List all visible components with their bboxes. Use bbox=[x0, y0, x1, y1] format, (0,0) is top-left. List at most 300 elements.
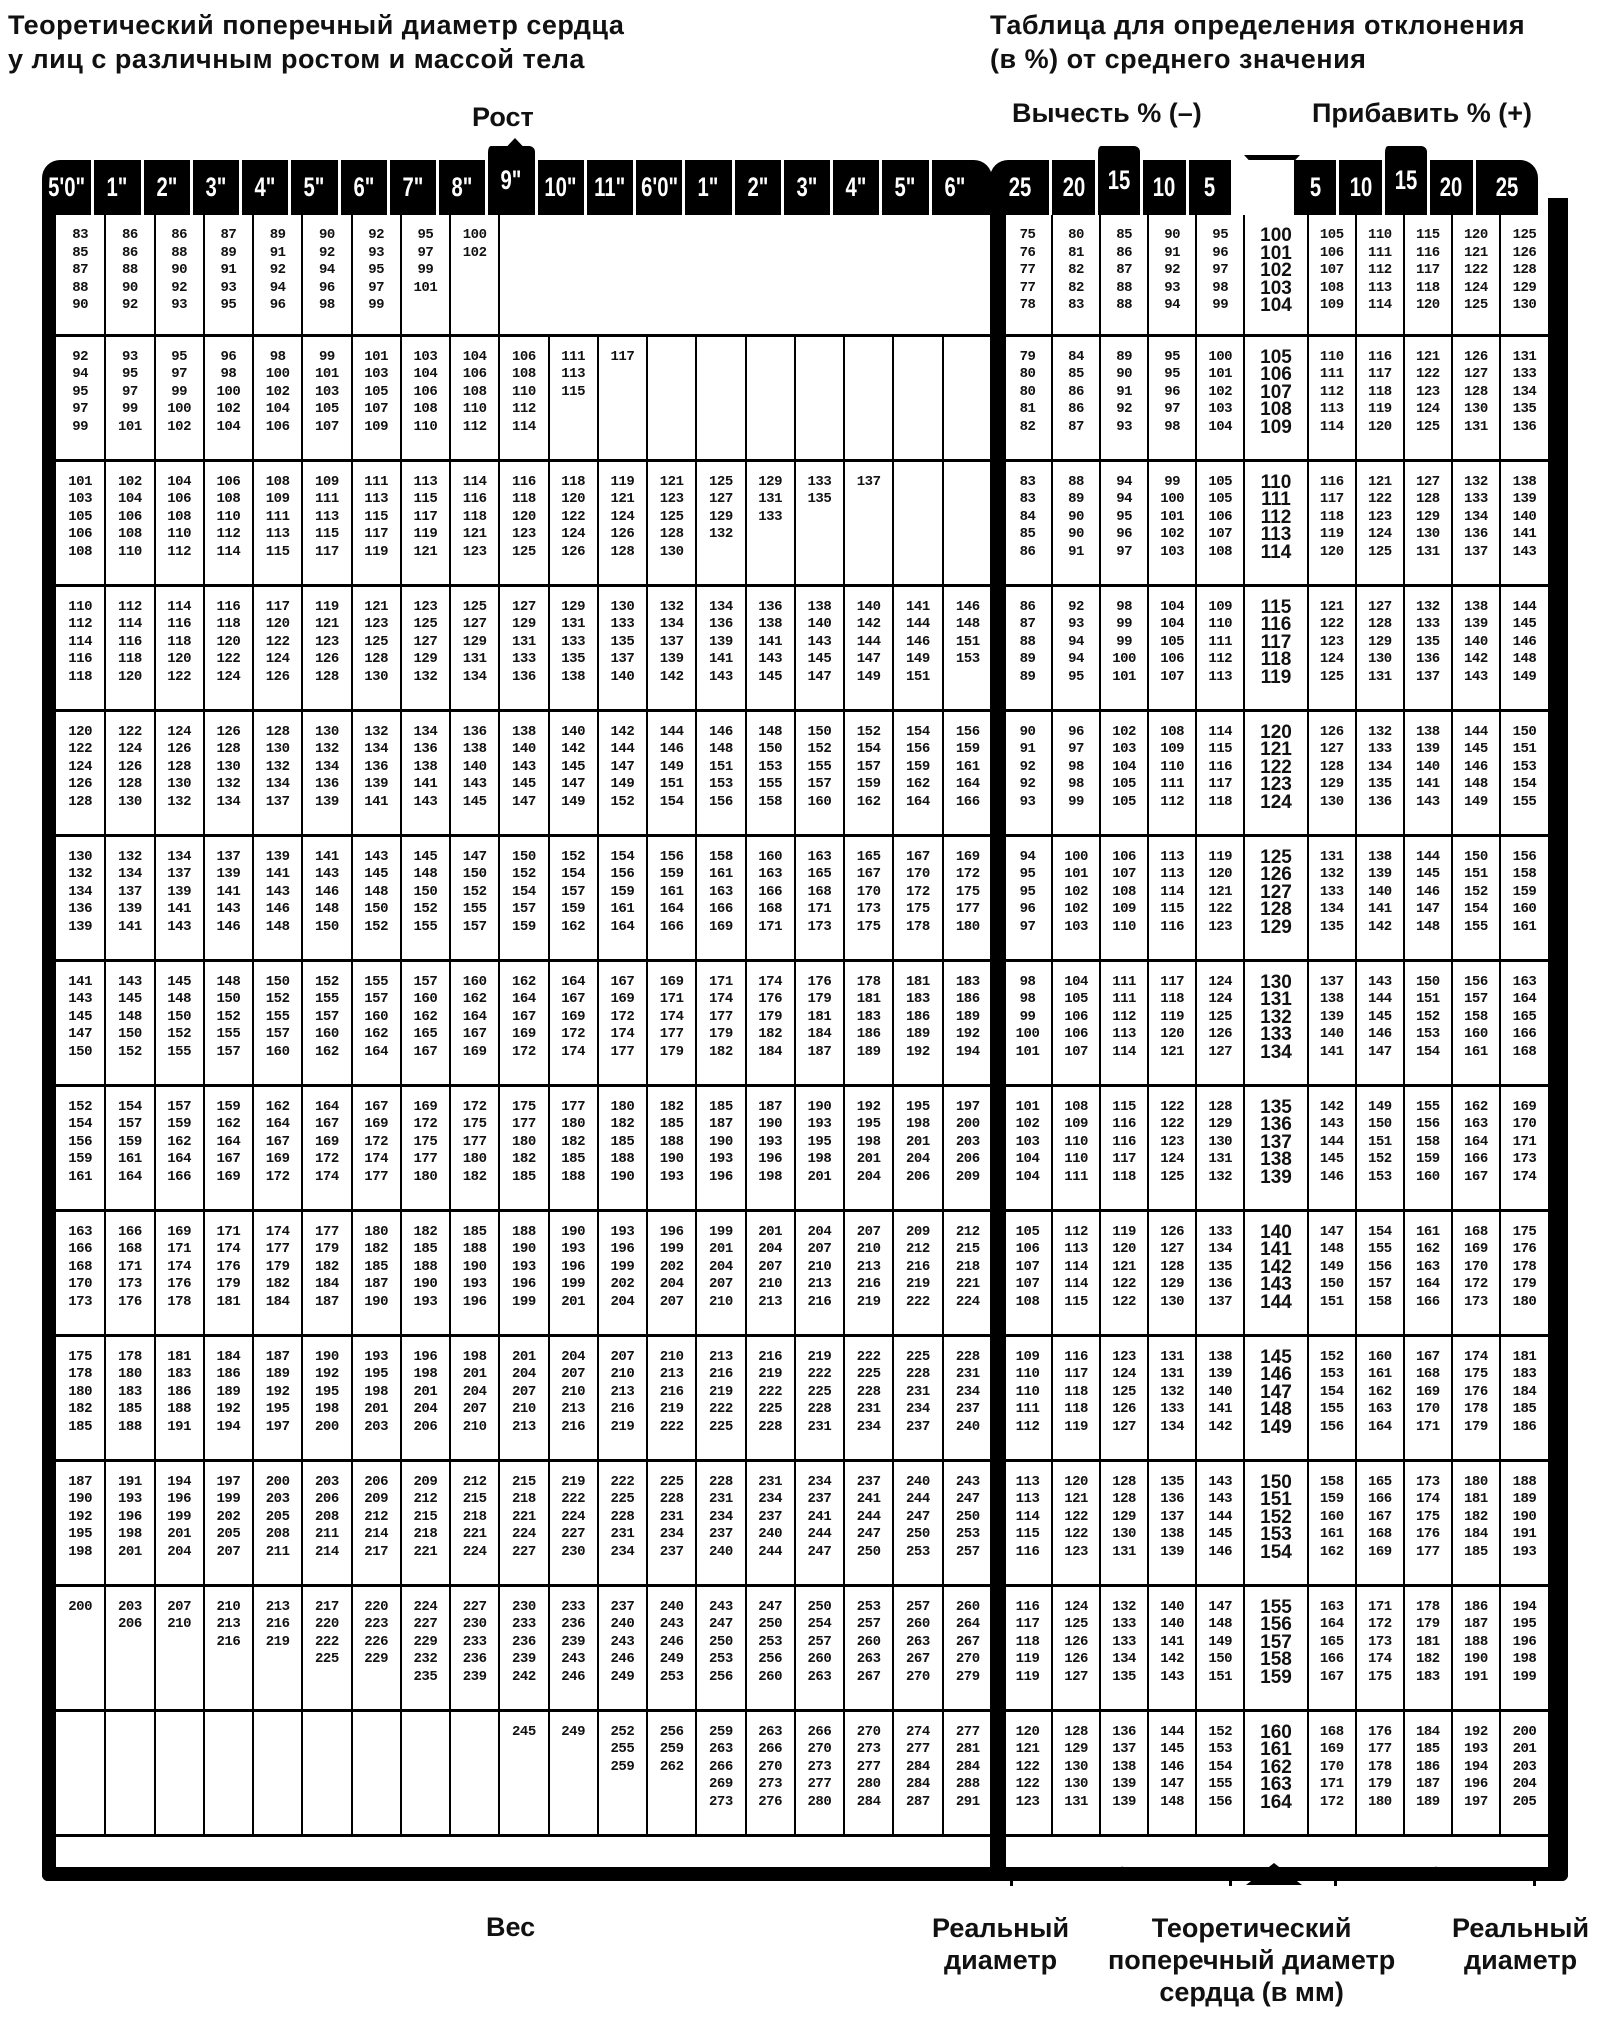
value: 90 bbox=[72, 297, 89, 313]
height-column-label: 5" bbox=[303, 172, 325, 202]
value: 194 bbox=[1512, 1598, 1537, 1615]
table-cell bbox=[204, 335, 253, 460]
value: 213 bbox=[807, 1276, 832, 1292]
value: 231 bbox=[807, 1418, 832, 1435]
value: 174 bbox=[758, 973, 782, 990]
table-cell bbox=[105, 1085, 154, 1210]
value: 182 bbox=[709, 1043, 733, 1060]
value: 166 bbox=[659, 918, 684, 935]
value: 197 bbox=[265, 1418, 290, 1435]
value: 129 bbox=[758, 473, 782, 490]
value: 263 bbox=[807, 1668, 832, 1685]
value: 190 bbox=[561, 1223, 585, 1240]
value: 203 bbox=[364, 1418, 388, 1435]
value: 125 bbox=[1367, 543, 1392, 560]
table-cell bbox=[352, 710, 401, 835]
value: 171 bbox=[1512, 1133, 1537, 1150]
value: 155 bbox=[758, 776, 782, 792]
value: 167 bbox=[1367, 1508, 1392, 1525]
value: 116 bbox=[1415, 244, 1440, 261]
table-cell bbox=[598, 835, 647, 960]
value: 108 bbox=[265, 473, 290, 490]
value: 99 bbox=[72, 418, 89, 435]
value: 150 bbox=[807, 723, 832, 740]
value: 143 bbox=[1260, 1274, 1292, 1295]
value: 170 bbox=[68, 1276, 92, 1292]
value: 141 bbox=[1160, 1633, 1185, 1650]
value: 99 bbox=[1212, 297, 1229, 313]
value: 102 bbox=[118, 473, 142, 490]
value: 260 bbox=[856, 1633, 881, 1650]
value: 120 bbox=[1415, 297, 1440, 313]
value: 155 bbox=[413, 918, 438, 935]
value: 152 bbox=[1260, 1506, 1292, 1528]
table-cell bbox=[1052, 1710, 1100, 1835]
value: 97 bbox=[1164, 401, 1181, 417]
value: 193 bbox=[462, 1276, 487, 1292]
table-cell bbox=[1500, 1085, 1548, 1210]
value: 174 bbox=[659, 1008, 684, 1025]
value: 145 bbox=[1208, 1526, 1233, 1542]
table-cell bbox=[1196, 710, 1244, 835]
table-cell bbox=[795, 1585, 844, 1710]
value: 169 bbox=[561, 1008, 585, 1025]
value: 150 bbox=[1415, 973, 1440, 990]
value: 112 bbox=[216, 526, 241, 542]
value: 121 bbox=[610, 491, 635, 507]
value: 228 bbox=[610, 1508, 635, 1525]
value: 133 bbox=[1208, 1223, 1233, 1240]
table-cell bbox=[155, 460, 204, 585]
value: 209 bbox=[906, 1223, 930, 1240]
value: 207 bbox=[807, 1241, 832, 1257]
value: 103 bbox=[1260, 277, 1292, 299]
value: 107 bbox=[315, 418, 339, 435]
value: 237 bbox=[610, 1598, 635, 1615]
table-cell bbox=[253, 585, 302, 710]
value: 192 bbox=[856, 1098, 881, 1115]
value: 134 bbox=[315, 758, 339, 775]
value: 89 bbox=[1019, 651, 1036, 667]
value: 198 bbox=[413, 1366, 438, 1382]
value: 150 bbox=[1208, 1651, 1233, 1667]
value: 181 bbox=[1512, 1348, 1537, 1365]
value: 108 bbox=[1208, 543, 1233, 560]
value: 146 bbox=[1260, 1364, 1292, 1385]
value: 124 bbox=[1064, 1598, 1088, 1615]
value: 178 bbox=[68, 1366, 92, 1382]
value: 277 bbox=[955, 1723, 980, 1740]
value: 192 bbox=[68, 1508, 92, 1525]
value: 139 bbox=[68, 918, 92, 935]
table-cell bbox=[204, 1710, 253, 1835]
value: 186 bbox=[1464, 1598, 1488, 1615]
value: 131 bbox=[1160, 1366, 1185, 1382]
value: 126 bbox=[1260, 864, 1292, 885]
value: 108 bbox=[1260, 399, 1292, 420]
value: 190 bbox=[659, 1151, 684, 1167]
value: 132 bbox=[1415, 598, 1440, 615]
value: 199 bbox=[561, 1276, 585, 1292]
value: 144 bbox=[1319, 1133, 1344, 1150]
value: 104 bbox=[1015, 1151, 1040, 1167]
value: 167 bbox=[512, 1008, 536, 1025]
value: 188 bbox=[118, 1418, 142, 1435]
value: 126 bbox=[1064, 1633, 1088, 1650]
value: 131 bbox=[1367, 668, 1392, 685]
value: 108 bbox=[1064, 1098, 1088, 1115]
table-cell bbox=[844, 1210, 893, 1335]
value: 110 bbox=[1112, 918, 1136, 935]
table-cell bbox=[746, 1710, 795, 1835]
value: 137 bbox=[1112, 1741, 1136, 1757]
value: 151 bbox=[955, 633, 980, 650]
value: 118 bbox=[1064, 1401, 1088, 1417]
value: 106 bbox=[1260, 364, 1292, 385]
value: 213 bbox=[216, 1616, 241, 1632]
value: 148 bbox=[1319, 1241, 1344, 1257]
table-cell bbox=[1052, 1335, 1100, 1460]
table-cell bbox=[746, 460, 795, 585]
table-cell bbox=[204, 710, 253, 835]
value: 125 bbox=[709, 473, 733, 490]
value: 201 bbox=[413, 1383, 438, 1400]
table-cell bbox=[155, 1460, 204, 1585]
value: 172 bbox=[1464, 1276, 1488, 1292]
value: 129 bbox=[1260, 916, 1292, 938]
value: 92 bbox=[72, 348, 89, 365]
value: 227 bbox=[462, 1598, 487, 1615]
table-cell bbox=[844, 1085, 893, 1210]
value: 162 bbox=[462, 991, 487, 1007]
table-cell bbox=[56, 1085, 105, 1210]
value: 111 bbox=[1319, 366, 1344, 382]
value: 101 bbox=[1160, 508, 1185, 525]
value: 130 bbox=[659, 543, 684, 560]
value: 235 bbox=[413, 1668, 438, 1685]
table-cell bbox=[1052, 460, 1100, 585]
table-cell bbox=[943, 1085, 993, 1210]
value: 87 bbox=[1116, 262, 1133, 278]
value: 143 bbox=[807, 633, 832, 650]
value: 186 bbox=[906, 1008, 930, 1025]
height-column-label: 1" bbox=[697, 172, 719, 202]
table-cell bbox=[696, 710, 745, 835]
value: 190 bbox=[758, 1116, 782, 1132]
value: 136 bbox=[1415, 651, 1440, 667]
table-cell bbox=[1100, 1335, 1148, 1460]
value: 81 bbox=[1019, 401, 1036, 417]
value: 132 bbox=[659, 598, 684, 615]
value: 163 bbox=[1367, 1401, 1392, 1417]
value: 127 bbox=[1112, 1418, 1136, 1435]
value: 128 bbox=[1112, 1473, 1136, 1490]
value: 164 bbox=[216, 1133, 241, 1150]
table-cell bbox=[795, 1335, 844, 1460]
value: 174 bbox=[561, 1043, 585, 1060]
value: 246 bbox=[610, 1651, 635, 1667]
value: 125 bbox=[413, 616, 438, 632]
value: 189 bbox=[856, 1043, 881, 1060]
value: 90 bbox=[171, 262, 188, 278]
value: 138 bbox=[1112, 1758, 1136, 1775]
value: 154 bbox=[856, 741, 881, 757]
value: 205 bbox=[1512, 1793, 1537, 1810]
table-cell bbox=[1100, 460, 1148, 585]
value: 244 bbox=[807, 1526, 832, 1542]
value: 193 bbox=[118, 1491, 142, 1507]
value: 105 bbox=[364, 383, 388, 400]
value: 243 bbox=[561, 1651, 585, 1667]
value: 128 bbox=[1512, 262, 1537, 278]
value: 121 bbox=[1208, 883, 1233, 900]
value: 100 bbox=[265, 366, 290, 382]
value: 203 bbox=[265, 1491, 290, 1507]
value: 209 bbox=[955, 1168, 980, 1185]
table-cell bbox=[844, 1710, 893, 1835]
value: 127 bbox=[1160, 1241, 1185, 1257]
table-cell bbox=[1100, 1585, 1148, 1710]
value: 140 bbox=[561, 723, 585, 740]
value: 257 bbox=[856, 1616, 881, 1632]
value: 207 bbox=[610, 1348, 635, 1365]
value: 234 bbox=[906, 1401, 930, 1417]
value: 195 bbox=[68, 1526, 92, 1542]
value: 196 bbox=[512, 1276, 536, 1292]
deviation-column-label: 5 bbox=[1309, 172, 1321, 202]
value: 154 bbox=[1319, 1383, 1344, 1400]
table-cell bbox=[155, 335, 204, 460]
value: 144 bbox=[856, 633, 881, 650]
value: 240 bbox=[955, 1418, 980, 1435]
value: 93 bbox=[1019, 793, 1036, 810]
value: 105 bbox=[1015, 1223, 1040, 1240]
value: 162 bbox=[1415, 1241, 1440, 1257]
value: 114 bbox=[1208, 723, 1233, 740]
value: 85 bbox=[1116, 227, 1133, 243]
table-cell bbox=[1308, 460, 1356, 585]
value: 134 bbox=[709, 598, 733, 615]
value: 162 bbox=[906, 776, 930, 792]
value: 260 bbox=[807, 1651, 832, 1667]
value: 221 bbox=[413, 1543, 438, 1560]
value: 95 bbox=[1019, 866, 1036, 882]
value: 121 bbox=[413, 543, 438, 560]
value: 236 bbox=[512, 1633, 536, 1650]
value: 111 bbox=[1112, 973, 1136, 990]
value: 157 bbox=[1260, 1631, 1292, 1653]
value: 159 bbox=[659, 866, 684, 882]
value: 198 bbox=[462, 1348, 487, 1365]
value: 181 bbox=[856, 991, 881, 1007]
value: 216 bbox=[856, 1276, 881, 1292]
value: 110 bbox=[1064, 1133, 1088, 1150]
table-cell bbox=[1356, 1335, 1404, 1460]
value: 108 bbox=[462, 383, 487, 400]
value: 172 bbox=[512, 1043, 536, 1060]
value: 152 bbox=[364, 918, 388, 935]
value: 115 bbox=[265, 543, 290, 560]
value: 151 bbox=[1512, 741, 1537, 757]
table-cell bbox=[1356, 960, 1404, 1085]
value: 121 bbox=[364, 598, 388, 615]
table-cell bbox=[844, 335, 893, 460]
theoretical-cell bbox=[1244, 835, 1308, 960]
value: 132 bbox=[265, 758, 290, 775]
value: 109 bbox=[1015, 1348, 1040, 1365]
value: 129 bbox=[1367, 633, 1392, 650]
value: 140 bbox=[462, 758, 487, 775]
value: 125 bbox=[1464, 297, 1488, 313]
value: 108 bbox=[167, 508, 191, 525]
theoretical-cell bbox=[1244, 710, 1308, 835]
value: 115 bbox=[1064, 1293, 1088, 1310]
value: 87 bbox=[220, 227, 237, 243]
table-cell bbox=[1100, 1085, 1148, 1210]
value: 185 bbox=[561, 1151, 585, 1167]
value: 164 bbox=[265, 1116, 290, 1132]
value: 215 bbox=[512, 1473, 536, 1490]
value: 270 bbox=[955, 1651, 980, 1667]
value: 274 bbox=[906, 1723, 930, 1740]
value: 97 bbox=[72, 401, 89, 417]
value: 177 bbox=[610, 1043, 635, 1060]
table-cell bbox=[1308, 835, 1356, 960]
value: 108 bbox=[118, 526, 142, 542]
value: 177 bbox=[265, 1241, 290, 1257]
value: 157 bbox=[462, 918, 487, 935]
value: 175 bbox=[1512, 1223, 1537, 1240]
value: 204 bbox=[462, 1383, 487, 1400]
value: 88 bbox=[1116, 297, 1133, 313]
value: 86 bbox=[1068, 401, 1084, 417]
table-cell bbox=[1004, 1710, 1052, 1835]
value: 181 bbox=[216, 1293, 241, 1310]
value: 146 bbox=[659, 741, 684, 757]
value: 111 bbox=[561, 348, 585, 365]
value: 116 bbox=[1112, 1116, 1136, 1132]
value: 266 bbox=[807, 1723, 832, 1740]
value: 207 bbox=[561, 1366, 585, 1382]
value: 118 bbox=[1112, 1168, 1136, 1185]
table-cell bbox=[1452, 1210, 1500, 1335]
value: 140 bbox=[1415, 758, 1440, 775]
value: 150 bbox=[1512, 723, 1537, 740]
value: 92 bbox=[121, 297, 138, 313]
value: 174 bbox=[1367, 1651, 1392, 1667]
value: 137 bbox=[610, 651, 635, 667]
table-cell bbox=[1196, 835, 1244, 960]
value: 193 bbox=[512, 1258, 536, 1275]
table-cell bbox=[943, 960, 993, 1085]
left-title: Теоретический поперечный диаметр сердца у лиц с различным ростом и массой тела bbox=[8, 10, 625, 74]
table-cell bbox=[795, 215, 844, 335]
value: 130 bbox=[1367, 651, 1392, 667]
value: 144 bbox=[659, 723, 684, 740]
table-cell bbox=[1148, 1460, 1196, 1585]
table-cell bbox=[1452, 585, 1500, 710]
value: 193 bbox=[1512, 1543, 1537, 1560]
value: 185 bbox=[610, 1133, 635, 1150]
table-cell bbox=[499, 215, 548, 335]
table-cell bbox=[746, 335, 795, 460]
deviation-column-header bbox=[1186, 160, 1231, 215]
value: 160 bbox=[1260, 1721, 1292, 1743]
value: 107 bbox=[1015, 1276, 1040, 1292]
value: 192 bbox=[955, 1026, 980, 1042]
value: 193 bbox=[561, 1241, 585, 1257]
value: 172 bbox=[265, 1168, 290, 1185]
value: 178 bbox=[856, 973, 881, 990]
value: 119 bbox=[1064, 1418, 1088, 1435]
value: 169 bbox=[955, 848, 980, 865]
value: 102 bbox=[216, 401, 241, 417]
value: 151 bbox=[1464, 866, 1488, 882]
value: 192 bbox=[906, 1043, 930, 1060]
value: 121 bbox=[1160, 1043, 1185, 1060]
value: 263 bbox=[856, 1651, 881, 1667]
value: 191 bbox=[1512, 1526, 1537, 1542]
table-cell bbox=[352, 1335, 401, 1460]
value: 178 bbox=[1464, 1401, 1488, 1417]
value: 147 bbox=[1319, 1223, 1344, 1240]
value: 181 bbox=[1464, 1491, 1488, 1507]
value: 176 bbox=[758, 991, 782, 1007]
value: 124 bbox=[1367, 526, 1392, 542]
value: 179 bbox=[315, 1241, 339, 1257]
table-cell bbox=[56, 960, 105, 1085]
value: 85 bbox=[1068, 366, 1084, 382]
value: 187 bbox=[68, 1473, 92, 1490]
value: 193 bbox=[413, 1293, 438, 1310]
value: 113 bbox=[1260, 524, 1292, 545]
value: 150 bbox=[216, 991, 241, 1007]
table-cell bbox=[105, 960, 154, 1085]
value: 206 bbox=[118, 1616, 142, 1632]
table-cell bbox=[943, 1585, 993, 1710]
table-cell bbox=[1100, 585, 1148, 710]
value: 234 bbox=[955, 1383, 980, 1400]
value: 243 bbox=[610, 1633, 635, 1650]
value: 257 bbox=[955, 1543, 980, 1560]
value: 229 bbox=[364, 1651, 388, 1667]
value: 174 bbox=[1415, 1491, 1440, 1507]
table-cell bbox=[204, 1460, 253, 1585]
value: 141 bbox=[1415, 776, 1440, 792]
value: 210 bbox=[216, 1598, 241, 1615]
value: 134 bbox=[1160, 1418, 1185, 1435]
value: 141 bbox=[68, 973, 92, 990]
value: 204 bbox=[906, 1151, 930, 1167]
deviation-column-label: 10 bbox=[1349, 172, 1372, 202]
height-column-label: 3" bbox=[796, 172, 818, 202]
value: 147 bbox=[610, 758, 635, 775]
value: 126 bbox=[1512, 244, 1537, 261]
value: 180 bbox=[1512, 1293, 1537, 1310]
value: 202 bbox=[610, 1276, 635, 1292]
value: 225 bbox=[315, 1651, 339, 1667]
value: 94 bbox=[1116, 473, 1133, 490]
table-row bbox=[56, 835, 992, 960]
value: 131 bbox=[1260, 989, 1292, 1010]
value: 145 bbox=[1160, 1741, 1185, 1757]
table-cell bbox=[450, 215, 499, 335]
value: 159 bbox=[512, 918, 536, 935]
value: 116 bbox=[512, 473, 536, 490]
value: 164 bbox=[1260, 1791, 1292, 1813]
value: 144 bbox=[1260, 1291, 1292, 1313]
value: 94 bbox=[318, 262, 335, 278]
